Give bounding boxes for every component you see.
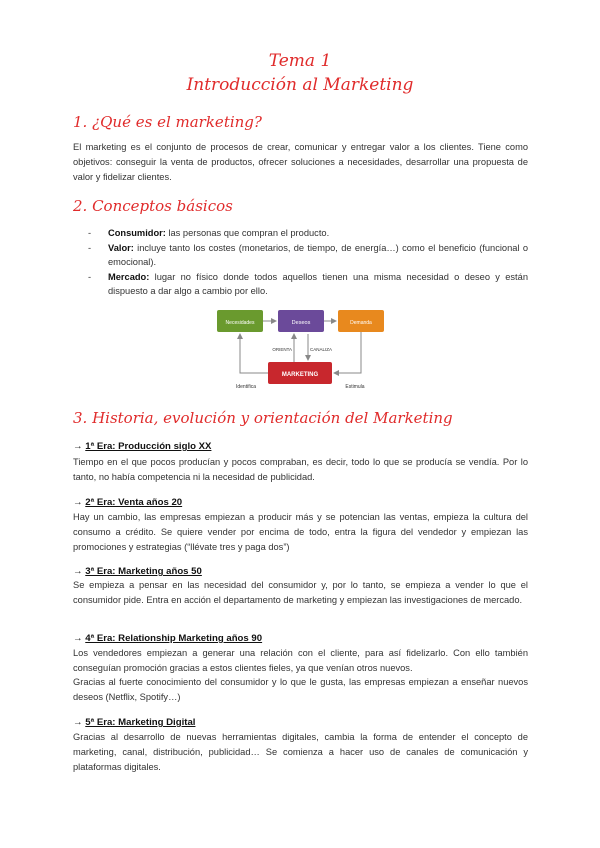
label-canaliza: CANALIZA xyxy=(310,347,333,352)
concepts-list xyxy=(88,226,528,299)
arrow-glyph: → xyxy=(73,717,83,728)
era-4-label: 4ª Era: Relationship Marketing años 90 xyxy=(85,633,263,644)
definition-mercado: lugar no físico donde todos aquellos tienen una misma necesidad o deseo y están dispuesto a dar algo a cambio por ello. xyxy=(108,271,528,296)
era-1-heading xyxy=(73,440,211,454)
era-4-body-2: Gracias al fuerte conocimiento del consumidor y lo que le gusta, las empresas empiezan a enseñar nuevos deseos (Netflix, Spotify…) xyxy=(73,677,528,702)
arrow-glyph: → xyxy=(73,633,83,644)
term-valor: Valor: xyxy=(108,242,134,253)
era-3-heading xyxy=(73,565,202,579)
arrow-glyph: → xyxy=(73,441,83,452)
section2-heading: 2. Conceptos básicos xyxy=(73,197,233,215)
era-1-label: 1ª Era: Producción siglo XX xyxy=(85,441,212,452)
arrow-glyph: → xyxy=(73,566,83,577)
list-item: - Valor: incluye tanto los costes (monetarios, de tiempo, de energía…) como el beneficio (funcional o emocional). xyxy=(88,242,528,267)
era-2-body: Hay un cambio, las empresas empiezan a producir más y se potencian las ventas, empieza la cultura del consumo a crédito. Se quiere vender por encima de todo, entra la figura del vendedor y empiezan las promociones y estrategias (“llévate tres y paga dos”) xyxy=(73,512,528,552)
section1-body: El marketing es el conjunto de procesos de crear, comunicar y entregar valor a los clientes. Tiene como objetivos: conseguir la venta de productos, ofrecer soluciones a necesidades, desarrollar una propuesta de valor y fidelizar clientes. xyxy=(73,142,528,182)
era-2-label: 2ª Era: Venta años 20 xyxy=(85,497,183,508)
era-4-heading xyxy=(73,632,262,646)
label-demanda: Demanda xyxy=(350,320,372,326)
era-4-body: Los vendedores empiezan a generar una relación con el cliente, para así fidelizarlo. Con ello también conseguían promoción gracias a estos clientes fieles, ya que venían otros nuevos. xyxy=(73,648,528,673)
label-estimula: Estimula xyxy=(345,384,365,390)
definition-valor: incluye tanto los costes (monetarios, de tiempo, de energía…) como el beneficio (funcional o emocional). xyxy=(108,242,528,267)
label-marketing: MARKETING xyxy=(281,372,319,378)
marketing-diagram xyxy=(210,304,390,392)
era-5-label: 5ª Era: Marketing Digital xyxy=(85,717,196,728)
label-deseos: Deseos xyxy=(291,320,311,326)
arrow-identifica xyxy=(240,334,268,373)
arrow-estimula xyxy=(334,332,361,373)
definition-consumidor: las personas que compran el producto. xyxy=(165,228,330,238)
section3-heading: 3. Historia, evolución y orientación del Marketing xyxy=(73,409,453,427)
doc-title-line1: Tema 1 xyxy=(268,51,332,71)
term-consumidor: Consumidor: xyxy=(108,228,166,238)
era-1-body: Tiempo en el que pocos producían y pocos compraban, es decir, todo lo que se producía se vendía. Por lo tanto, no había competencia ni la necesidad de publicidad. xyxy=(73,457,528,482)
label-necesidades: Necesidades xyxy=(225,320,255,326)
doc-title-line2: Introducción al Marketing xyxy=(186,75,414,95)
arrow-glyph: → xyxy=(73,497,83,508)
term-mercado: Mercado: xyxy=(108,271,150,282)
section1-heading: 1. ¿Qué es el marketing? xyxy=(73,113,262,131)
era-5-body: Gracias al desarrollo de nuevas herramientas digitales, cambia la forma de entender el concepto de marketing, canal, distribución, publicidad… Se comienza a hacer uso de canales de comunicación y plataformas digitales. xyxy=(73,732,528,772)
label-identifica: Identifica xyxy=(235,384,257,390)
list-item: - Mercado: lugar no físico donde todos aquellos tienen una misma necesidad o deseo y están dispuesto a dar algo a cambio por ello. xyxy=(88,271,528,296)
era-3-label: 3ª Era: Marketing años 50 xyxy=(85,566,202,577)
era-5-heading xyxy=(73,716,195,730)
label-orienta: ORIENTA xyxy=(272,347,292,352)
list-item: - Consumidor: las personas que compran el producto. xyxy=(88,228,330,238)
era-2-heading xyxy=(73,496,182,510)
era-3-body: Se empieza a pensar en las necesidad del consumidor y, por lo tanto, se empieza a vender lo que el consumidor pide. Entra en acción el departamento de marketing y empiezan las investigaciones de mercado. xyxy=(73,580,528,605)
